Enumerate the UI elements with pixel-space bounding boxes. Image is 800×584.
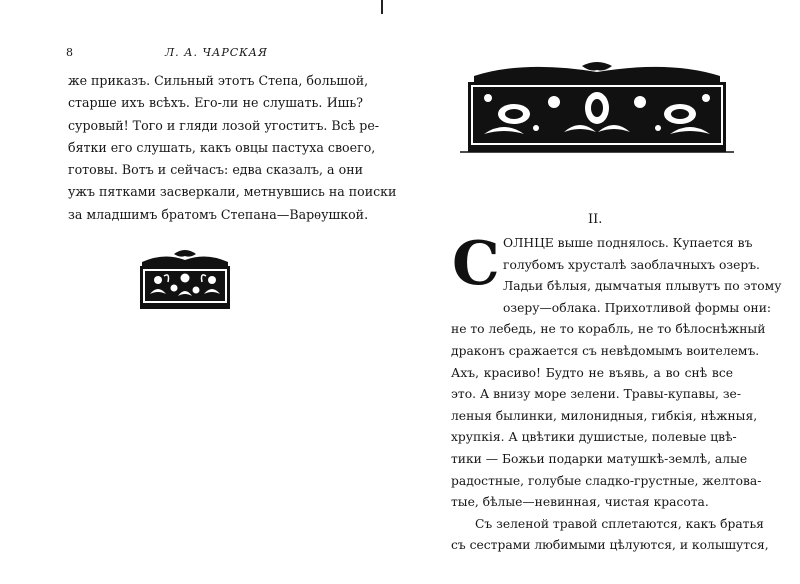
text-line: за младшимъ братомъ Степана—Варѳушкой. <box>68 206 369 222</box>
right-text-block <box>451 233 782 557</box>
text-line: тики — Божьи подарки матушкѣ-землѣ, алые <box>451 451 748 466</box>
text-line: ОЛНЦЕ выше поднялось. Купается въ <box>503 236 753 250</box>
text-line: Ладьи бѣлыя, дымчатыя плывутъ по этому <box>503 279 782 294</box>
text-line: леныя былинки, милонидныя, гибкія, нѣжныя, <box>451 408 758 423</box>
text-line: радостные, голубые сладко-грустные, желтова- <box>451 473 762 488</box>
text-line: съ сестрами любимыми цѣлуются, и колышутся, <box>451 538 769 553</box>
drop-cap: С <box>452 229 500 299</box>
running-head: Л. А. ЧАРСКАЯ <box>165 46 268 59</box>
tailpiece-ornament <box>134 248 236 312</box>
text-line: это. А внизу море зелени. Травы-купавы, зе- <box>451 387 741 402</box>
page-number: 8 <box>66 46 73 59</box>
text-line: Ахъ, красиво! Будто не въявь, а во снѣ все <box>451 365 733 380</box>
text-line: готовы. Вотъ и сейчасъ: едва сказалъ, а они <box>68 162 363 178</box>
text-line: же приказъ. Сильный этотъ Степа, большой, <box>68 73 369 88</box>
text-line: бятки его слушать, какъ овцы пастуха своего, <box>68 139 376 155</box>
text-line: голубомъ хрусталѣ заоблачныхъ озеръ. <box>503 257 760 272</box>
headpiece-ornament <box>454 62 740 162</box>
text-line: не то лебедь, не то корабль, не то бѣлоснѣжный <box>451 322 766 337</box>
chapter-heading: II. <box>588 212 603 227</box>
text-line: тые, бѣлые—невинная, чистая красота. <box>451 495 709 510</box>
text-line: драконъ сражается съ невѣдомымъ воителемъ. <box>451 343 760 358</box>
text-line: ужъ пятками засверкали, метнувшись на поиски <box>68 184 397 200</box>
text-line: старше ихъ всѣхъ. Его-ли не слушать. Ишь? <box>68 95 363 111</box>
text-line: Съ зеленой травой сплетаются, какъ братья <box>475 516 764 531</box>
left-text-block <box>68 70 397 226</box>
text-line: суровый! Того и гляди лозой угоститъ. Всѣ ре- <box>68 117 380 133</box>
text-line: хрупкія. А цвѣтики душистые, полевые цвѣ- <box>451 430 737 445</box>
text-line: озеру—облака. Прихотливой формы они: <box>503 300 772 315</box>
